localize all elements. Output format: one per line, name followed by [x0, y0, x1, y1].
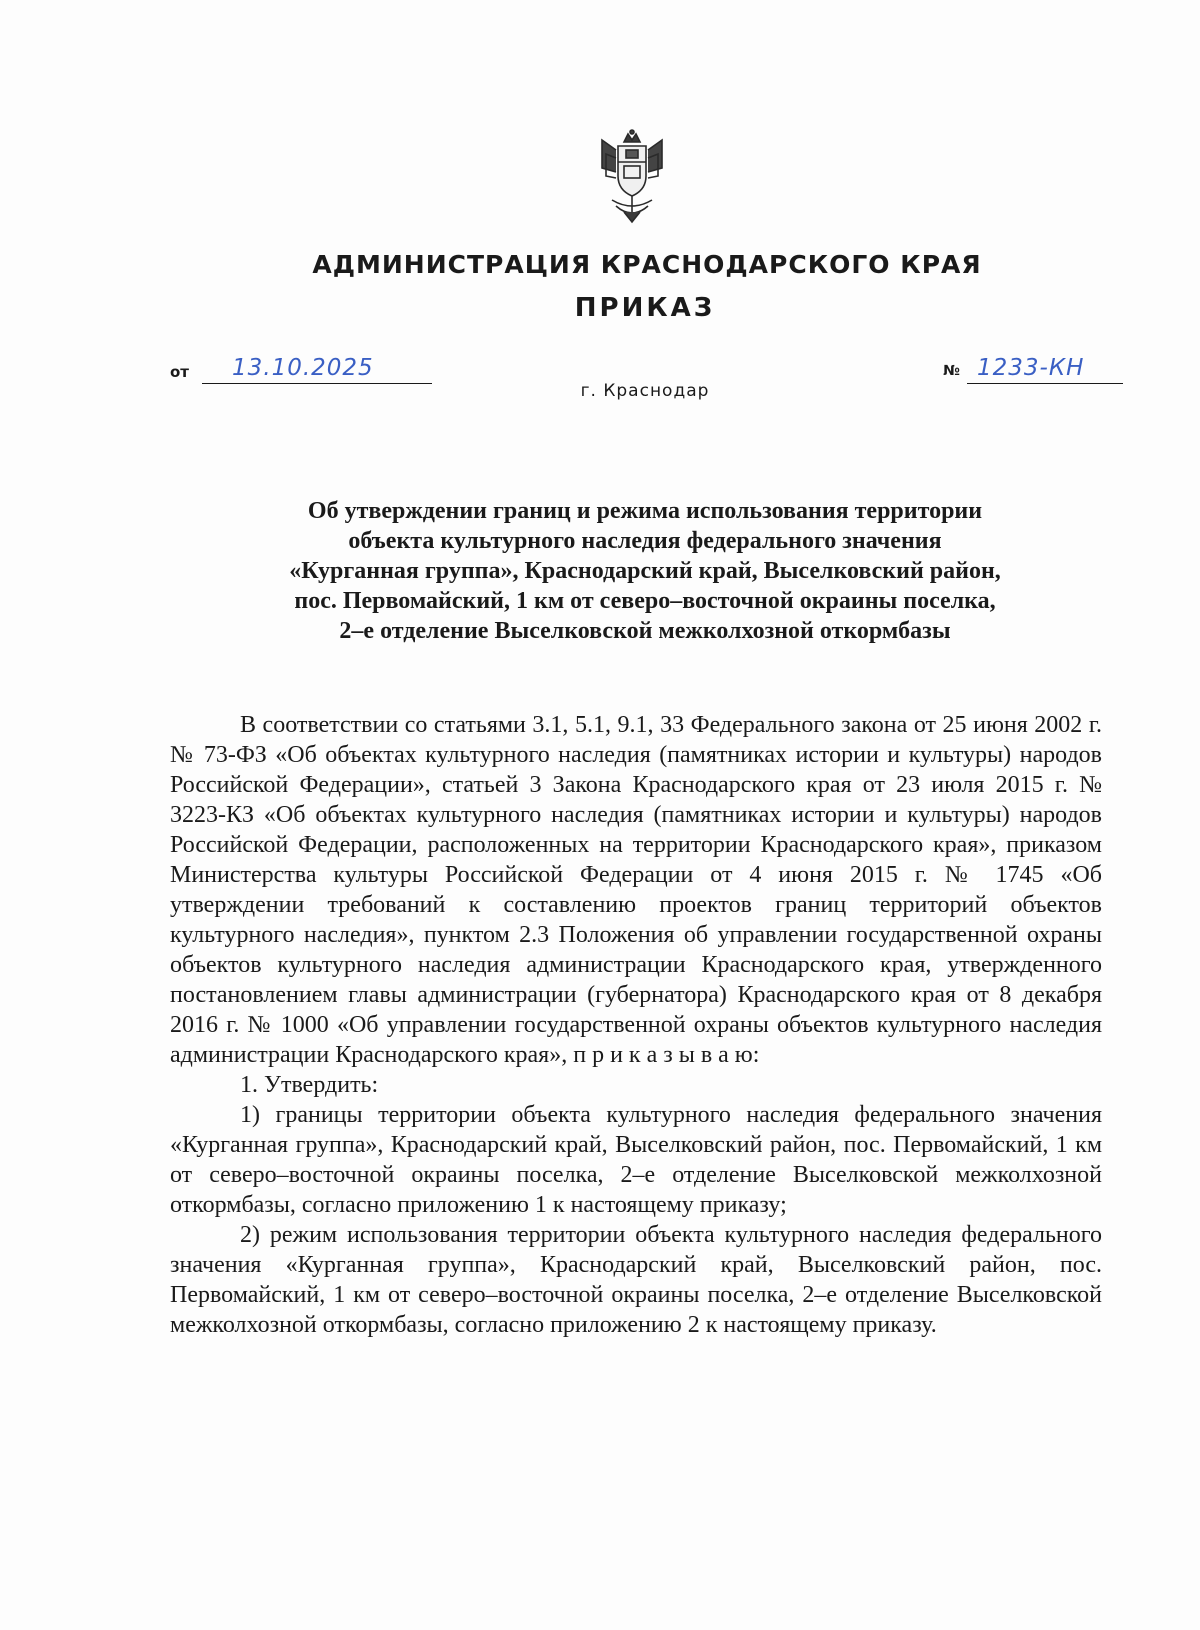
- order-number-row: [943, 354, 1143, 384]
- coat-of-arms-icon: [598, 128, 666, 224]
- order-number-handwritten: 1233-КН: [967, 354, 1123, 384]
- subject-line: 2–е отделение Выселковской межколхозной откормбазы: [339, 618, 951, 644]
- subject-line: объекта культурного наследия федерального значения: [348, 528, 942, 554]
- city-line: г. Краснодар: [580, 381, 710, 401]
- subject-line: Об утверждении границ и режима использования территории: [307, 498, 983, 524]
- order-date-handwritten: 13.10.2025: [202, 354, 432, 384]
- date-label: от: [170, 363, 189, 381]
- item-1-1-paragraph: 1) границы территории объекта культурного наследия федерального значения «Курганная группа», Краснодарский край, Выселковский район, пос. Первомайский, 1 км от северо–восточной окраины поселка, 2–е отделение Выселковской межколхозной откормбазы, согласно приложению 1 к настоящему приказу;: [170, 1102, 1102, 1218]
- order-date-row: [170, 354, 450, 384]
- subject-line: пос. Первомайский, 1 км от северо–восточной окраины поселка,: [294, 588, 996, 614]
- order-subject: [180, 496, 1110, 646]
- order-body: [170, 710, 1102, 1340]
- item-1-2-paragraph: 2) режим использования территории объекта культурного наследия федерального значения «Курганная группа», Краснодарский край, Выселковский район, пос. Первомайский, 1 км от северо–восточной окраины поселка, 2–е отделение Выселковской межколхозной откормбазы, согласно приложению 2 к настоящему приказу.: [170, 1222, 1102, 1338]
- document-type-title: ПРИКАЗ: [574, 293, 716, 323]
- number-label: №: [943, 363, 960, 379]
- subject-line: «Курганная группа», Краснодарский край, Выселковский район,: [289, 558, 1001, 584]
- organization-title: АДМИНИСТРАЦИЯ КРАСНОДАРСКОГО КРАЯ: [312, 250, 982, 279]
- preamble-paragraph: В соответствии со статьями 3.1, 5.1, 9.1, 33 Федерального закона от 25 июня 2002 г. № 73-ФЗ «Об объектах культурного наследия (памятниках истории и культуры) народов Российской Федерации», статьей 3 Закона Краснодарского края от 23 июля 2015 г. № 3223-КЗ «Об объектах культурного наследия (памятниках истории и культуры) народов Российской Федерации, расположенных на территории Краснодарского края», приказом Министерства культуры Российской Федерации от 4 июня 2015 г. № 1745 «Об утверждении требований к составлению проектов границ территорий объектов культурного наследия», пунктом 2.3 Положения об управлении государственной охраны объектов культурного наследия администрации Краснодарского края, утвержденного постановлением главы администрации (губернатора) Краснодарского края от 8 декабря 2016 г. № 1000 «Об управлении государственной охраны объектов культурного наследия администрации Краснодарского края», п р и к а з ы в а ю:: [170, 712, 1102, 1068]
- item-1-paragraph: 1. Утвердить:: [240, 1072, 379, 1098]
